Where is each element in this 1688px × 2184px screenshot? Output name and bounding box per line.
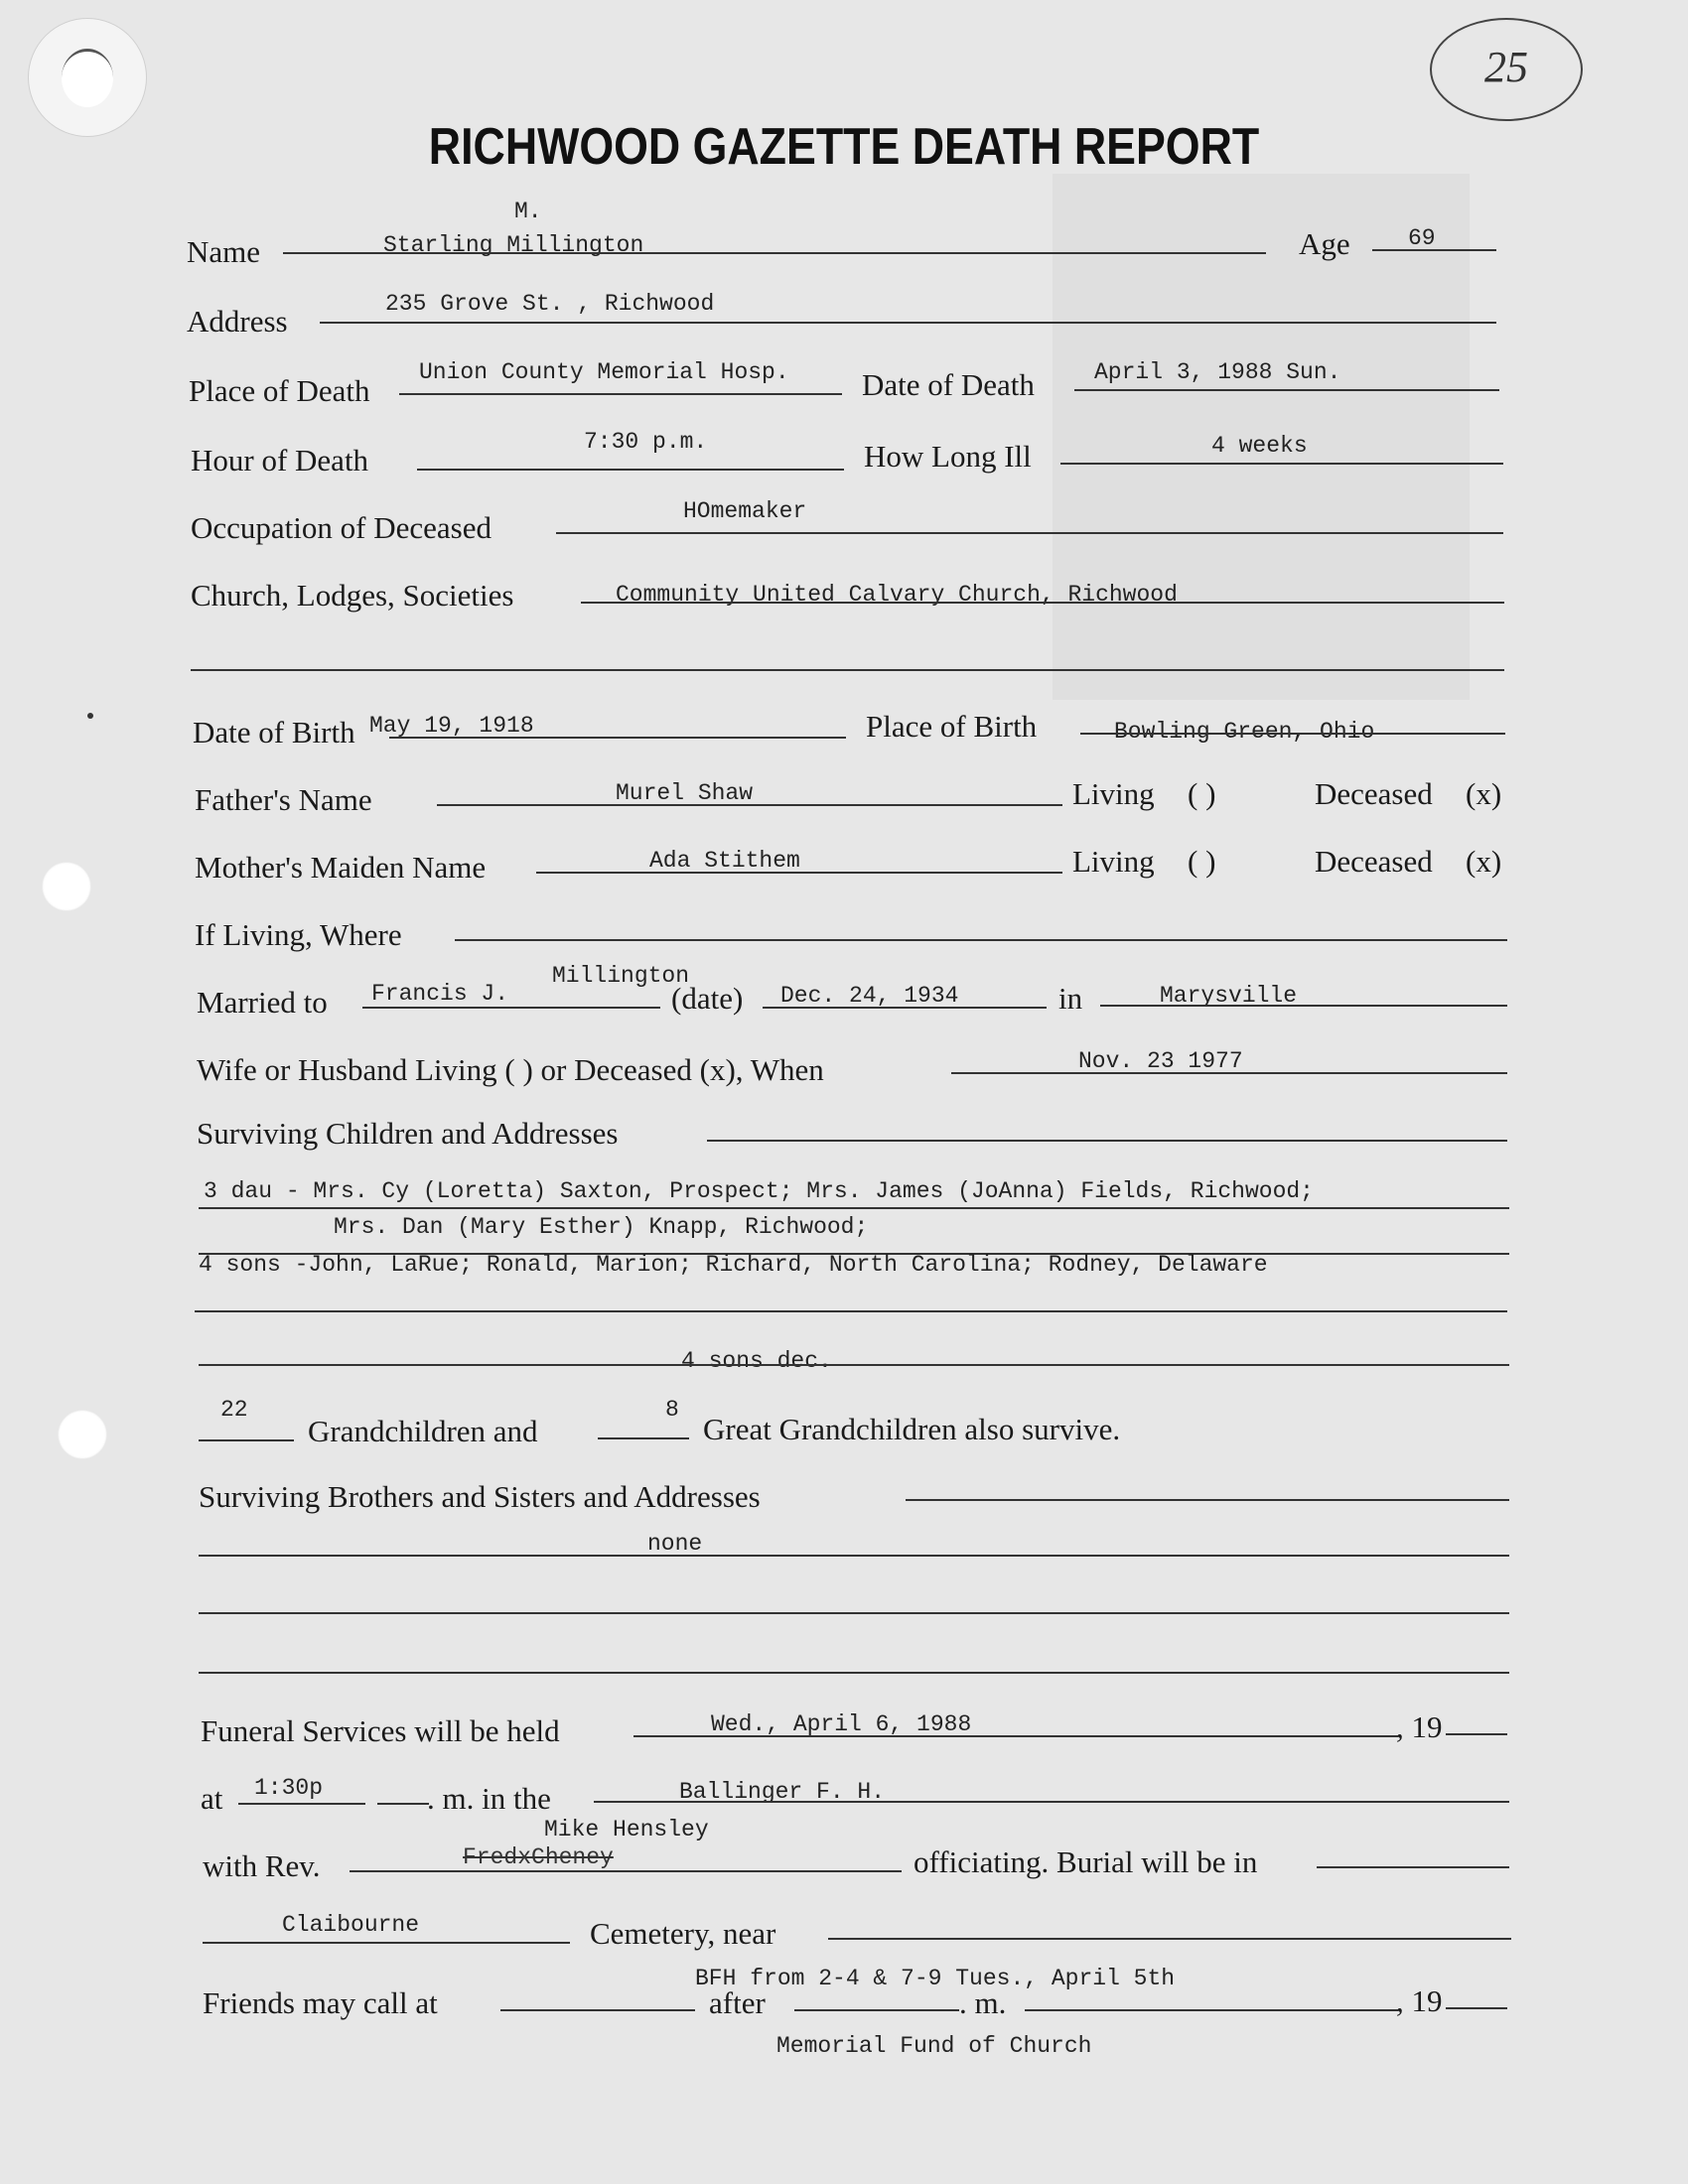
how-long-ill-label: How Long Ill [864,439,1032,474]
friends-year-prefix: , 19 [1396,1983,1443,2018]
place-of-death-label: Place of Death [189,373,370,408]
father-label: Father's Name [195,782,372,817]
married-place-line [1100,1005,1507,1007]
children-rule-3 [195,1310,1507,1312]
address-value: 235 Grove St. , Richwood [385,291,715,317]
rev-value: Mike Hensley [544,1817,709,1843]
married-label: Married to [197,985,328,1020]
siblings-line-2 [199,1555,1509,1557]
place-of-death-line [399,393,842,395]
married-date: Dec. 24, 1934 [780,983,959,1009]
church-line [581,602,1504,604]
m-label: . m. [959,1985,1007,2020]
mother-deceased-mark: (x) [1466,844,1502,879]
funeral-value: Wed., April 6, 1988 [711,1711,972,1737]
name-label: Name [187,234,261,269]
mother-line [536,872,1062,874]
mother-deceased-label: Deceased [1315,844,1433,879]
children-line-3: 4 sons -John, LaRue; Ronald, Marion; Richard, North Carolina; Rodney, Delaware [199,1252,1268,1278]
great-label: Great Grandchildren also survive. [703,1412,1121,1446]
church-value: Community United Calvary Church, Richwood [616,582,1178,608]
children-strike-1 [199,1207,1509,1209]
mother-value: Ada Stithem [649,848,800,874]
friends-value: BFH from 2-4 & 7-9 Tues., April 5th [695,1966,1176,1991]
father-deceased-mark: (x) [1466,776,1502,811]
rev-struck-name: FredxCheney [463,1844,614,1870]
how-long-ill-value: 4 weeks [1211,433,1308,459]
children-rule-4 [199,1364,1509,1366]
date-of-death-label: Date of Death [862,367,1035,402]
funeral-time: 1:30p [254,1775,324,1801]
age-value: 69 [1408,225,1436,251]
siblings-line-3 [199,1612,1509,1614]
date-of-death-value: April 3, 1988 Sun. [1094,359,1341,385]
married-line [362,1007,660,1009]
dob-value: May 19, 1918 [369,713,534,739]
at-label: at [201,1781,223,1816]
grandchildren-label: Grandchildren and [308,1414,538,1448]
children-line-4: 4 sons dec. [681,1348,832,1374]
hour-of-death-label: Hour of Death [191,443,369,478]
after-label: after [709,1985,766,2020]
father-line [437,804,1062,806]
father-living-label: Living [1072,776,1155,811]
in-label: in [1058,981,1083,1016]
address-line [320,322,1496,324]
mother-label: Mother's Maiden Name [195,850,487,885]
pob-line [1080,733,1505,735]
date-label: (date) [671,981,744,1016]
church-label: Church, Lodges, Societies [191,578,514,613]
children-line [707,1140,1507,1142]
grandchildren-count: 22 [220,1397,248,1423]
church-line-2 [191,669,1504,671]
friends-year-line [1446,2007,1507,2009]
punch-hole-bottom [58,1410,107,1459]
great-line [598,1437,689,1439]
funeral-place: Ballinger F. H. [679,1779,886,1805]
spouse-when: Nov. 23 1977 [1078,1048,1243,1074]
burial-line [1317,1866,1509,1868]
name-line [283,252,1266,254]
friends-place-line [500,2009,695,2011]
cemetery-label: Cemetery, near [590,1916,776,1951]
cemetery-value: Claibourne [282,1912,420,1938]
ink-dot [87,713,93,719]
ampm-line [377,1803,429,1805]
spouse-line [951,1072,1507,1074]
pob-value: Bowling Green, Ohio [1114,719,1375,745]
how-long-ill-line [1060,463,1503,465]
page-number-circle: 25 [1430,18,1583,121]
after-time-line [794,2009,959,2011]
funeral-time-line [238,1803,365,1805]
pob-label: Place of Birth [866,709,1038,744]
friends-label: Friends may call at [203,1985,438,2020]
age-label: Age [1299,226,1350,261]
if-living-line [455,939,1507,941]
siblings-value: none [647,1531,703,1557]
occupation-value: HOmemaker [683,498,807,524]
dob-label: Date of Birth [193,715,355,750]
children-line-1: 3 dau - Mrs. Cy (Loretta) Saxton, Prospect; Mrs. James (JoAnna) Fields, Richwood; [204,1178,1314,1204]
grandchildren-line [199,1439,294,1441]
name-value: Starling Millington [383,232,644,258]
punch-hole-middle [42,862,91,911]
form-title: RICHWOOD GAZETTE DEATH REPORT [428,118,1260,176]
occupation-label: Occupation of Deceased [191,510,492,545]
married-value-first: Francis J. [371,981,509,1007]
address-label: Address [187,304,288,339]
father-value: Murel Shaw [616,780,754,806]
dob-line [389,737,846,739]
officiating-label: officiating. Burial will be in [914,1844,1258,1879]
father-deceased-label: Deceased [1315,776,1433,811]
mother-living-mark: ( ) [1188,844,1216,879]
hour-of-death-value: 7:30 p.m. [584,429,708,455]
memorial-value: Memorial Fund of Church [776,2033,1092,2059]
married-value-last: Millington [552,963,690,989]
married-date-line [763,1007,1047,1009]
cemetery-near-line [828,1938,1511,1940]
funeral-year-line [1446,1733,1507,1735]
children-line-2: Mrs. Dan (Mary Esther) Knapp, Richwood; [334,1214,869,1240]
age-line [1372,249,1496,251]
name-initial: M. [514,199,542,224]
funeral-year-prefix: , 19 [1396,1709,1443,1744]
spouse-label: Wife or Husband Living ( ) or Deceased (x), When [197,1052,824,1087]
funeral-place-line [594,1801,1509,1803]
rev-line [350,1870,902,1872]
funeral-label: Funeral Services will be held [201,1713,560,1748]
children-label: Surviving Children and Addresses [197,1116,619,1151]
date-of-death-line [1074,389,1499,391]
siblings-label: Surviving Brothers and Sisters and Addresses [199,1479,761,1514]
after-date-line [1025,2009,1398,2011]
if-living-label: If Living, Where [195,917,402,952]
rev-label: with Rev. [203,1848,321,1883]
father-living-mark: ( ) [1188,776,1216,811]
siblings-line-4 [199,1672,1509,1674]
great-count: 8 [665,1397,679,1423]
mother-living-label: Living [1072,844,1155,879]
married-place: Marysville [1160,983,1298,1009]
hour-of-death-line [417,469,844,471]
m-in-the-label: . m. in the [427,1781,551,1816]
funeral-line [633,1735,1398,1737]
siblings-line [906,1499,1509,1501]
occupation-line [556,532,1503,534]
cemetery-line [203,1942,570,1944]
place-of-death-value: Union County Memorial Hosp. [419,359,789,385]
